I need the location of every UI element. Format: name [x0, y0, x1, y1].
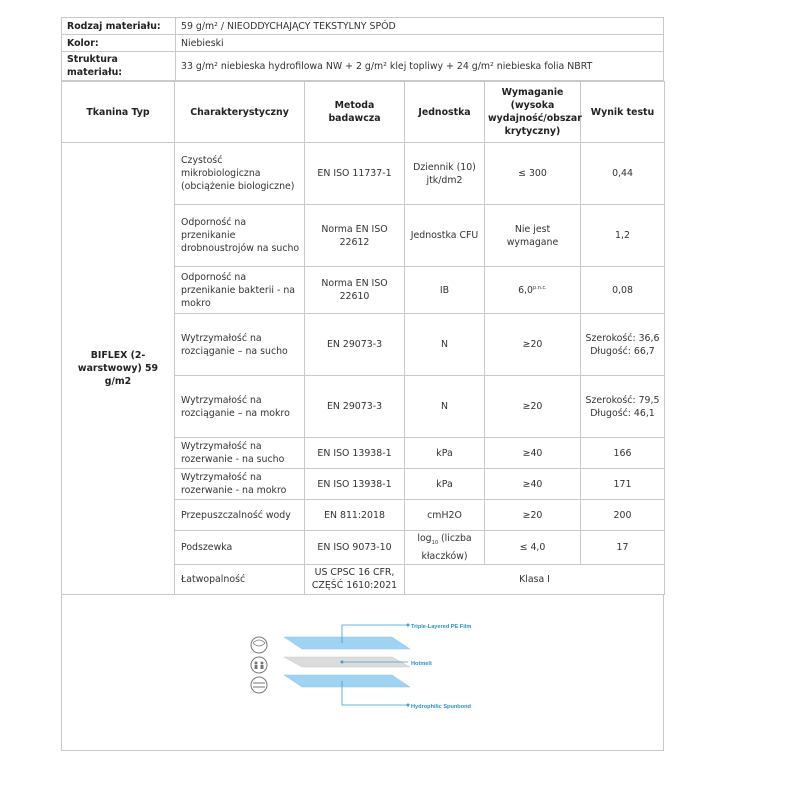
unit-cell: kPa [405, 438, 485, 469]
unit-cell: N [405, 376, 485, 438]
characteristic-cell: Przepuszczalność wody [175, 500, 305, 531]
requirement-cell: ≥20 [485, 500, 581, 531]
requirement-cell: ≥20 [485, 314, 581, 376]
structure-row [62, 52, 664, 81]
requirement-cell: ≤ 300 [485, 143, 581, 205]
structure-value: 33 g/m² niebieska hydrofilowa NW + 2 g/m² klej topliwy + 24 g/m² niebieska folia NBRT [176, 52, 664, 81]
bacteria-shield-icon [251, 637, 267, 653]
characteristic-cell: Czystość mikrobiologiczna (obciążenie biologiczne) [175, 143, 305, 205]
result-cell: 0,08 [581, 267, 665, 314]
test-results-table [61, 81, 665, 595]
leader-dot-bottom [407, 703, 410, 706]
characteristic-cell: Odporność na przenikanie bakterii - na mokro [175, 267, 305, 314]
unit-cell: cmH2O [405, 500, 485, 531]
method-cell: Norma EN ISO 22612 [305, 205, 405, 267]
datasheet [61, 17, 664, 751]
header-result: Wynik testu [581, 82, 665, 143]
unit-cell: N [405, 314, 485, 376]
unit-cell: kPa [405, 469, 485, 500]
unit-cell: Dziennik (10) jtk/dm2 [405, 143, 485, 205]
requirement-cell: ≥40 [485, 469, 581, 500]
unit-post: (liczba kłaczków) [421, 533, 472, 562]
characteristic-cell: Łatwopalność [175, 564, 305, 594]
method-cell: EN 29073-3 [305, 314, 405, 376]
characteristic-cell: Wytrzymałość na rozerwanie - na mokro [175, 469, 305, 500]
requirement-cell [485, 267, 581, 314]
label-spunbond: Hydrophilic Spunbond [411, 703, 471, 710]
method-cell: EN ISO 9073-10 [305, 531, 405, 565]
result-cell: Szerokość: 36,6 Długość: 66,7 [581, 314, 665, 376]
requirement-cell: Nie jest wymagane [485, 205, 581, 267]
layer-icon [251, 677, 267, 693]
result-cell: Szerokość: 79,5 Długość: 46,1 [581, 376, 665, 438]
top-film-layer [284, 637, 410, 649]
unit-cell: IB [405, 267, 485, 314]
layer-diagram [61, 595, 664, 751]
method-cell: EN 29073-3 [305, 376, 405, 438]
method-cell: US CPSC 16 CFR, CZĘŚĆ 1610:2021 [305, 564, 405, 594]
method-cell: EN ISO 13938-1 [305, 438, 405, 469]
result-cell: 0,44 [581, 143, 665, 205]
structure-label: Struktura materiału: [62, 52, 176, 81]
material-info-table [61, 17, 664, 81]
result-cell: 1,2 [581, 205, 665, 267]
leader-dot-mid [341, 660, 344, 663]
method-cell: EN 811:2018 [305, 500, 405, 531]
spunbond-layer [284, 675, 410, 687]
method-cell: Norma EN ISO 22610 [305, 267, 405, 314]
method-cell: EN ISO 13938-1 [305, 469, 405, 500]
unit-sub: 10 [431, 539, 439, 546]
layer-diagram-svg [62, 595, 665, 750]
result-cell: 17 [581, 531, 665, 565]
requirement-value: 6,0 [518, 285, 534, 297]
color-row [62, 35, 664, 52]
header-fabric: Tkanina Typ [62, 82, 175, 143]
result-cell: 171 [581, 469, 665, 500]
result-cell: 200 [581, 500, 665, 531]
material-type-label: Rodzaj materiału: [62, 18, 176, 35]
label-hotmelt: Hotmelt [411, 660, 432, 667]
material-type-row [62, 18, 664, 35]
characteristic-cell: Wytrzymałość na rozerwanie - na sucho [175, 438, 305, 469]
requirement-note: p.n.c. [533, 285, 547, 292]
fabric-name: BIFLEX (2-warstwowy) 59 g/m2 [62, 143, 175, 595]
material-type-value: 59 g/m² / NIEODDYCHAJĄCY TEKSTYLNY SPÓD [176, 18, 664, 35]
header-unit: Jednostka [405, 82, 485, 143]
leader-dot-top [407, 623, 410, 626]
requirement-cell: ≤ 4,0 [485, 531, 581, 565]
unit-cell: Jednostka CFU [405, 205, 485, 267]
characteristic-cell: Odporność na przenikanie drobnoustrojów na sucho [175, 205, 305, 267]
characteristic-cell: Wytrzymałość na rozciąganie – na sucho [175, 314, 305, 376]
table-row [62, 143, 665, 205]
requirement-cell: ≥20 [485, 376, 581, 438]
header-row [62, 82, 665, 143]
result-cell: 166 [581, 438, 665, 469]
header-characteristic: Charakterystyczny [175, 82, 305, 143]
color-value: Niebieski [176, 35, 664, 52]
method-cell: EN ISO 11737-1 [305, 143, 405, 205]
unit-pre: log [417, 533, 432, 544]
header-method: Metoda badawcza [305, 82, 405, 143]
color-label: Kolor: [62, 35, 176, 52]
characteristic-cell: Podszewka [175, 531, 305, 565]
requirement-cell: ≥40 [485, 438, 581, 469]
requirement-result-cell: Klasa I [405, 564, 665, 594]
header-requirement: Wymaganie (wysoka wydajność/obszar krytyczny) [485, 82, 581, 143]
characteristic-cell: Wytrzymałość na rozciąganie – na mokro [175, 376, 305, 438]
label-top-film: Triple-Layered PE Film [411, 623, 472, 630]
unit-cell [405, 531, 485, 565]
people-icon [251, 657, 267, 673]
